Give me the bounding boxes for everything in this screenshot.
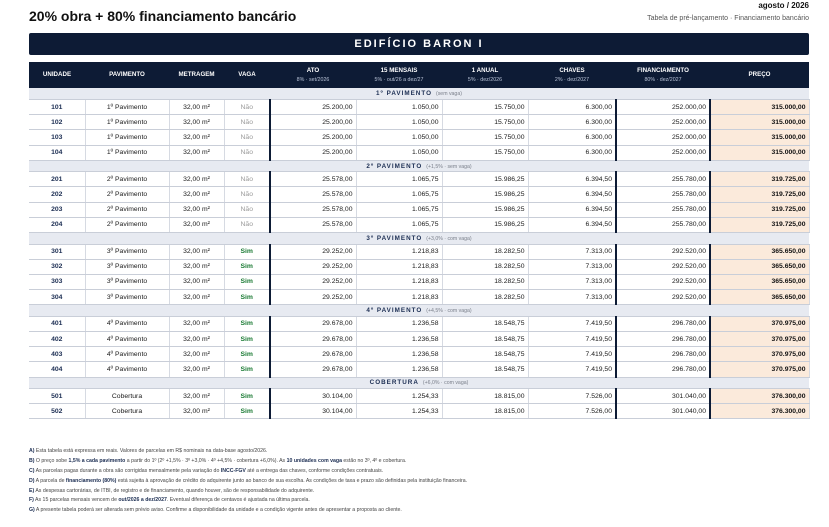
section-row [29, 88, 809, 100]
down-payment-cell: 29.252,00 [270, 244, 356, 259]
section-row [29, 160, 809, 172]
floor-cell: 4º Pavimento [85, 362, 169, 377]
annual-installment-cell: 18.282,50 [442, 259, 528, 274]
column-header-label: 1 ANUAL [471, 67, 499, 75]
area-cell: 32,00 m² [169, 259, 224, 274]
column-header[interactable] [616, 62, 710, 88]
footnotes [29, 447, 809, 516]
down-payment-cell: 29.252,00 [270, 274, 356, 289]
section-name: COBERTURA [369, 379, 419, 387]
column-header[interactable] [169, 62, 224, 88]
financing-cell: 301.040,00 [616, 389, 710, 404]
unit-number-cell: 404 [29, 362, 85, 377]
annual-installment-cell: 15.750,00 [442, 145, 528, 160]
unit-number-cell: 102 [29, 115, 85, 130]
section-header [29, 233, 809, 245]
financing-cell: 252.000,00 [616, 145, 710, 160]
parking-cell: Não [224, 217, 270, 232]
monthly-installment-cell: 1.218,83 [356, 259, 442, 274]
area-cell: 32,00 m² [169, 100, 224, 115]
table-row[interactable] [29, 217, 809, 232]
down-payment-cell: 25.578,00 [270, 172, 356, 187]
financing-cell: 292.520,00 [616, 259, 710, 274]
annual-installment-cell: 15.750,00 [442, 115, 528, 130]
table-row[interactable] [29, 202, 809, 217]
keys-installment-cell: 7.419,50 [528, 362, 616, 377]
footnote-emphasis: 10 unidades com vaga [286, 457, 342, 464]
price-cell: 319.725,00 [710, 217, 809, 232]
footnote-emphasis: financiamento (80%) [65, 477, 117, 484]
table-row[interactable] [29, 389, 809, 404]
down-payment-cell: 29.252,00 [270, 259, 356, 274]
area-cell: 32,00 m² [169, 290, 224, 305]
section-row [29, 233, 809, 245]
keys-installment-cell: 7.313,00 [528, 274, 616, 289]
footnote [29, 457, 809, 467]
floor-cell: 3º Pavimento [85, 290, 169, 305]
monthly-installment-cell: 1.065,75 [356, 172, 442, 187]
column-header-label: VAGA [238, 71, 256, 79]
table-row[interactable] [29, 187, 809, 202]
unit-number-cell: 301 [29, 244, 85, 259]
unit-number-cell: 101 [29, 100, 85, 115]
keys-installment-cell: 7.419,50 [528, 347, 616, 362]
unit-number-cell: 103 [29, 130, 85, 145]
unit-number-cell: 201 [29, 172, 85, 187]
unit-number-cell: 304 [29, 290, 85, 305]
keys-installment-cell: 6.300,00 [528, 130, 616, 145]
parking-cell: Sim [224, 404, 270, 419]
annual-installment-cell: 15.750,00 [442, 130, 528, 145]
footnote-text: A parcela de [34, 477, 66, 484]
parking-cell: Sim [224, 389, 270, 404]
column-header-label: UNIDADE [42, 71, 72, 79]
footnote-text: As parcelas pagas durante a obra são corrigidas mensalmente pela variação do [34, 467, 221, 474]
parking-cell: Sim [224, 331, 270, 346]
price-cell: 319.725,00 [710, 172, 809, 187]
monthly-installment-cell: 1.065,75 [356, 187, 442, 202]
parking-cell: Não [224, 130, 270, 145]
floor-cell: 2º Pavimento [85, 172, 169, 187]
floor-cell: 1º Pavimento [85, 130, 169, 145]
area-cell: 32,00 m² [169, 362, 224, 377]
column-header-detail: 8% · set/2026 [296, 76, 330, 83]
monthly-installment-cell: 1.218,83 [356, 274, 442, 289]
footnote [29, 487, 809, 497]
down-payment-cell: 29.252,00 [270, 290, 356, 305]
financing-cell: 255.780,00 [616, 187, 710, 202]
section-name: 4º PAVIMENTO [366, 307, 423, 314]
financing-cell: 292.520,00 [616, 274, 710, 289]
monthly-installment-cell: 1.218,83 [356, 244, 442, 259]
footnote-emphasis: INCC-FGV [220, 467, 246, 474]
column-header[interactable] [270, 62, 356, 88]
down-payment-cell: 25.200,00 [270, 130, 356, 145]
column-header[interactable] [29, 62, 85, 88]
price-cell: 319.725,00 [710, 202, 809, 217]
price-table [29, 62, 810, 419]
table-header-row [29, 62, 809, 88]
section-row [29, 377, 809, 389]
keys-installment-cell: 7.313,00 [528, 244, 616, 259]
annual-installment-cell: 18.815,00 [442, 389, 528, 404]
section-header [29, 160, 809, 172]
area-cell: 32,00 m² [169, 172, 224, 187]
section-detail: (+3,0% · com vaga) [426, 235, 472, 242]
table-row[interactable] [29, 347, 809, 362]
footnote-text: a partir do 1º (2º +1,5% · 3º +3,0% · 4º +4,5% · cobertura +6,0%). As [125, 457, 287, 464]
price-cell: 365.650,00 [710, 290, 809, 305]
financing-cell: 255.780,00 [616, 172, 710, 187]
column-header-detail: 80% · dez/2027 [644, 76, 682, 83]
table-row[interactable] [29, 145, 809, 160]
floor-cell: 4º Pavimento [85, 347, 169, 362]
monthly-installment-cell: 1.254,33 [356, 404, 442, 419]
keys-installment-cell: 6.300,00 [528, 115, 616, 130]
column-header-label: FINANCIAMENTO [637, 67, 689, 75]
section-detail: (sem vaga) [435, 91, 462, 97]
down-payment-cell: 25.578,00 [270, 217, 356, 232]
financing-cell: 296.780,00 [616, 316, 710, 331]
annual-installment-cell: 18.282,50 [442, 244, 528, 259]
page-subtitle: Tabela de pré-lançamento · Financiamento bancário [647, 15, 809, 22]
column-header[interactable] [710, 62, 809, 88]
monthly-installment-cell: 1.065,75 [356, 217, 442, 232]
keys-installment-cell: 7.526,00 [528, 404, 616, 419]
keys-installment-cell: 7.526,00 [528, 389, 616, 404]
down-payment-cell: 30.104,00 [270, 389, 356, 404]
price-cell: 370.975,00 [710, 347, 809, 362]
footnote [29, 477, 809, 487]
financing-cell: 252.000,00 [616, 100, 710, 115]
footnote [29, 506, 809, 516]
floor-cell: 1º Pavimento [85, 115, 169, 130]
price-cell: 315.000,00 [710, 100, 809, 115]
price-cell: 365.650,00 [710, 244, 809, 259]
unit-number-cell: 203 [29, 202, 85, 217]
financing-cell: 292.520,00 [616, 290, 710, 305]
down-payment-cell: 25.578,00 [270, 202, 356, 217]
footnote-text: estão no 3º, 4º e cobertura. [341, 457, 407, 464]
column-header[interactable] [442, 62, 528, 88]
floor-cell: Cobertura [85, 404, 169, 419]
footnote-text: As despesas cartorárias, de ITBI, de registro e de financiamento, quando houver, são de responsabilidade do adquirente. [34, 487, 315, 494]
section-detail: (+4,5% · com vaga) [426, 308, 472, 314]
column-header[interactable] [85, 62, 169, 88]
unit-number-cell: 303 [29, 274, 85, 289]
footnote-emphasis: F) [29, 497, 34, 504]
price-cell: 370.975,00 [710, 362, 809, 377]
price-cell: 365.650,00 [710, 259, 809, 274]
column-header-label: METRAGEM [178, 71, 215, 79]
down-payment-cell: 29.678,00 [270, 362, 356, 377]
footnote-text: O preço sobe [34, 457, 69, 464]
area-cell: 32,00 m² [169, 389, 224, 404]
footnote-text: . Eventual diferença de centavos é ajustada na última parcela. [166, 497, 310, 504]
building-banner: EDIFÍCIO BARON I [29, 33, 809, 55]
annual-installment-cell: 18.548,75 [442, 347, 528, 362]
financing-cell: 292.520,00 [616, 244, 710, 259]
financing-cell: 255.780,00 [616, 202, 710, 217]
table-row[interactable] [29, 274, 809, 289]
unit-number-cell: 402 [29, 331, 85, 346]
table-row[interactable] [29, 115, 809, 130]
price-date: agosto / 2026 [758, 1, 809, 10]
unit-number-cell: 401 [29, 316, 85, 331]
footnote-emphasis: out/2026 a dez/2027 [118, 497, 167, 504]
footnote-text: Esta tabela está expressa em reais. Valores de parcelas em R$ nominais na data-base agosto/2026. [34, 448, 268, 454]
section-detail: (+1,5% · sem vaga) [426, 163, 472, 170]
unit-number-cell: 302 [29, 259, 85, 274]
monthly-installment-cell: 1.236,58 [356, 347, 442, 362]
annual-installment-cell: 15.750,00 [442, 100, 528, 115]
area-cell: 32,00 m² [169, 115, 224, 130]
parking-cell: Não [224, 172, 270, 187]
table-row[interactable] [29, 331, 809, 346]
monthly-installment-cell: 1.050,00 [356, 145, 442, 160]
annual-installment-cell: 18.282,50 [442, 274, 528, 289]
floor-cell: 3º Pavimento [85, 259, 169, 274]
parking-cell: Sim [224, 316, 270, 331]
section-name: 3º PAVIMENTO [366, 234, 423, 242]
table-row[interactable] [29, 130, 809, 145]
price-cell: 319.725,00 [710, 187, 809, 202]
monthly-installment-cell: 1.236,58 [356, 316, 442, 331]
price-cell: 315.000,00 [710, 115, 809, 130]
footnote-text: até a entrega das chaves, conforme condições contratuais. [245, 467, 384, 474]
monthly-installment-cell: 1.065,75 [356, 202, 442, 217]
keys-installment-cell: 6.394,50 [528, 202, 616, 217]
footnote-emphasis: A) [29, 448, 35, 454]
financing-cell: 301.040,00 [616, 404, 710, 419]
footnote-text: está sujeita à aprovação de crédito do adquirente junto ao banco de sua escolha. As condições de taxa e prazo são definidas pela instituição financeira. [116, 477, 468, 484]
table-row[interactable] [29, 244, 809, 259]
column-header-label: 15 MENSAIS [380, 67, 418, 75]
area-cell: 32,00 m² [169, 404, 224, 419]
monthly-installment-cell: 1.254,33 [356, 389, 442, 404]
column-header[interactable] [224, 62, 270, 88]
down-payment-cell: 29.678,00 [270, 331, 356, 346]
parking-cell: Sim [224, 362, 270, 377]
column-header-label: PAVIMENTO [109, 71, 145, 79]
annual-installment-cell: 15.986,25 [442, 202, 528, 217]
column-header-label: PREÇO [748, 71, 771, 79]
annual-installment-cell: 15.986,25 [442, 187, 528, 202]
table-row[interactable] [29, 290, 809, 305]
price-cell: 376.300,00 [710, 404, 809, 419]
floor-cell: 1º Pavimento [85, 145, 169, 160]
financing-cell: 296.780,00 [616, 347, 710, 362]
page-header [29, 0, 809, 32]
footnote-emphasis: E) [29, 487, 35, 494]
floor-cell: 1º Pavimento [85, 100, 169, 115]
floor-cell: 3º Pavimento [85, 244, 169, 259]
monthly-installment-cell: 1.236,58 [356, 331, 442, 346]
keys-installment-cell: 7.313,00 [528, 290, 616, 305]
price-cell: 365.650,00 [710, 274, 809, 289]
parking-cell: Sim [224, 274, 270, 289]
price-cell: 370.975,00 [710, 331, 809, 346]
footnote-emphasis: 1,5% a cada pavimento [68, 457, 126, 464]
section-header [29, 377, 809, 389]
footnote [29, 447, 809, 457]
annual-installment-cell: 18.548,75 [442, 331, 528, 346]
keys-installment-cell: 6.300,00 [528, 100, 616, 115]
parking-cell: Não [224, 145, 270, 160]
floor-cell: 3º Pavimento [85, 274, 169, 289]
unit-number-cell: 403 [29, 347, 85, 362]
price-cell: 376.300,00 [710, 389, 809, 404]
down-payment-cell: 29.678,00 [270, 347, 356, 362]
footnote-text: A presente tabela poderá ser alterada sem prévio aviso. Confirme a disponibilidade da unidade e a condição vigente antes de apresentar a proposta ao cliente. [34, 507, 402, 514]
keys-installment-cell: 6.394,50 [528, 217, 616, 232]
financing-cell: 255.780,00 [616, 217, 710, 232]
column-header-detail: 5% · dez/2026 [467, 76, 503, 83]
keys-installment-cell: 7.419,50 [528, 316, 616, 331]
monthly-installment-cell: 1.050,00 [356, 115, 442, 130]
keys-installment-cell: 7.419,50 [528, 331, 616, 346]
monthly-installment-cell: 1.050,00 [356, 100, 442, 115]
section-detail: (+6,0% · com vaga) [422, 380, 469, 387]
column-header-detail: 2% · dez/2027 [554, 76, 590, 83]
down-payment-cell: 25.200,00 [270, 145, 356, 160]
table-row[interactable] [29, 259, 809, 274]
footnote-emphasis: B) [29, 457, 35, 464]
parking-cell: Não [224, 187, 270, 202]
section-name: 2º PAVIMENTO [366, 162, 423, 170]
down-payment-cell: 30.104,00 [270, 404, 356, 419]
down-payment-cell: 25.200,00 [270, 100, 356, 115]
footnote-emphasis: G) [29, 507, 35, 514]
area-cell: 32,00 m² [169, 316, 224, 331]
area-cell: 32,00 m² [169, 187, 224, 202]
table-row[interactable] [29, 404, 809, 419]
down-payment-cell: 25.200,00 [270, 115, 356, 130]
monthly-installment-cell: 1.050,00 [356, 130, 442, 145]
keys-installment-cell: 6.394,50 [528, 187, 616, 202]
parking-cell: Não [224, 100, 270, 115]
footnote [29, 496, 809, 506]
section-name: 1º PAVIMENTO [376, 90, 432, 97]
parking-cell: Sim [224, 259, 270, 274]
keys-installment-cell: 6.394,50 [528, 172, 616, 187]
financing-cell: 296.780,00 [616, 362, 710, 377]
floor-cell: 4º Pavimento [85, 316, 169, 331]
area-cell: 32,00 m² [169, 217, 224, 232]
unit-number-cell: 202 [29, 187, 85, 202]
price-cell: 370.975,00 [710, 316, 809, 331]
financing-cell: 252.000,00 [616, 115, 710, 130]
column-header[interactable] [528, 62, 616, 88]
financing-cell: 252.000,00 [616, 130, 710, 145]
annual-installment-cell: 18.548,75 [442, 316, 528, 331]
column-header[interactable] [356, 62, 442, 88]
parking-cell: Sim [224, 244, 270, 259]
floor-cell: 4º Pavimento [85, 331, 169, 346]
down-payment-cell: 29.678,00 [270, 316, 356, 331]
floor-cell: Cobertura [85, 389, 169, 404]
unit-number-cell: 502 [29, 404, 85, 419]
page-title: 20% obra + 80% financiamento bancário [29, 8, 297, 24]
floor-cell: 2º Pavimento [85, 187, 169, 202]
annual-installment-cell: 18.815,00 [442, 404, 528, 419]
area-cell: 32,00 m² [169, 202, 224, 217]
keys-installment-cell: 6.300,00 [528, 145, 616, 160]
area-cell: 32,00 m² [169, 274, 224, 289]
unit-number-cell: 104 [29, 145, 85, 160]
table-row[interactable] [29, 172, 809, 187]
unit-number-cell: 501 [29, 389, 85, 404]
table-row[interactable] [29, 100, 809, 115]
area-cell: 32,00 m² [169, 331, 224, 346]
footnote-emphasis: D) [29, 477, 35, 484]
area-cell: 32,00 m² [169, 244, 224, 259]
parking-cell: Não [224, 115, 270, 130]
annual-installment-cell: 18.548,75 [442, 362, 528, 377]
area-cell: 32,00 m² [169, 130, 224, 145]
annual-installment-cell: 18.282,50 [442, 290, 528, 305]
monthly-installment-cell: 1.236,58 [356, 362, 442, 377]
column-header-label: CHAVES [559, 67, 585, 75]
footnote [29, 467, 809, 477]
floor-cell: 2º Pavimento [85, 217, 169, 232]
column-header-detail: 5% · out/26 a dez/27 [374, 76, 424, 83]
price-cell: 315.000,00 [710, 130, 809, 145]
section-row [29, 305, 809, 317]
keys-installment-cell: 7.313,00 [528, 259, 616, 274]
section-header [29, 88, 809, 100]
area-cell: 32,00 m² [169, 145, 224, 160]
monthly-installment-cell: 1.218,83 [356, 290, 442, 305]
section-header [29, 305, 809, 317]
price-cell: 315.000,00 [710, 145, 809, 160]
parking-cell: Não [224, 202, 270, 217]
floor-cell: 2º Pavimento [85, 202, 169, 217]
financing-cell: 296.780,00 [616, 331, 710, 346]
footnote-text: As 15 parcelas mensais vencem de [33, 497, 119, 504]
area-cell: 32,00 m² [169, 347, 224, 362]
table-row[interactable] [29, 362, 809, 377]
annual-installment-cell: 15.986,25 [442, 172, 528, 187]
unit-number-cell: 204 [29, 217, 85, 232]
down-payment-cell: 25.578,00 [270, 187, 356, 202]
footnote-emphasis: C) [29, 467, 35, 474]
parking-cell: Sim [224, 290, 270, 305]
column-header-label: ATO [306, 67, 320, 75]
table-row[interactable] [29, 316, 809, 331]
annual-installment-cell: 15.986,25 [442, 217, 528, 232]
parking-cell: Sim [224, 347, 270, 362]
